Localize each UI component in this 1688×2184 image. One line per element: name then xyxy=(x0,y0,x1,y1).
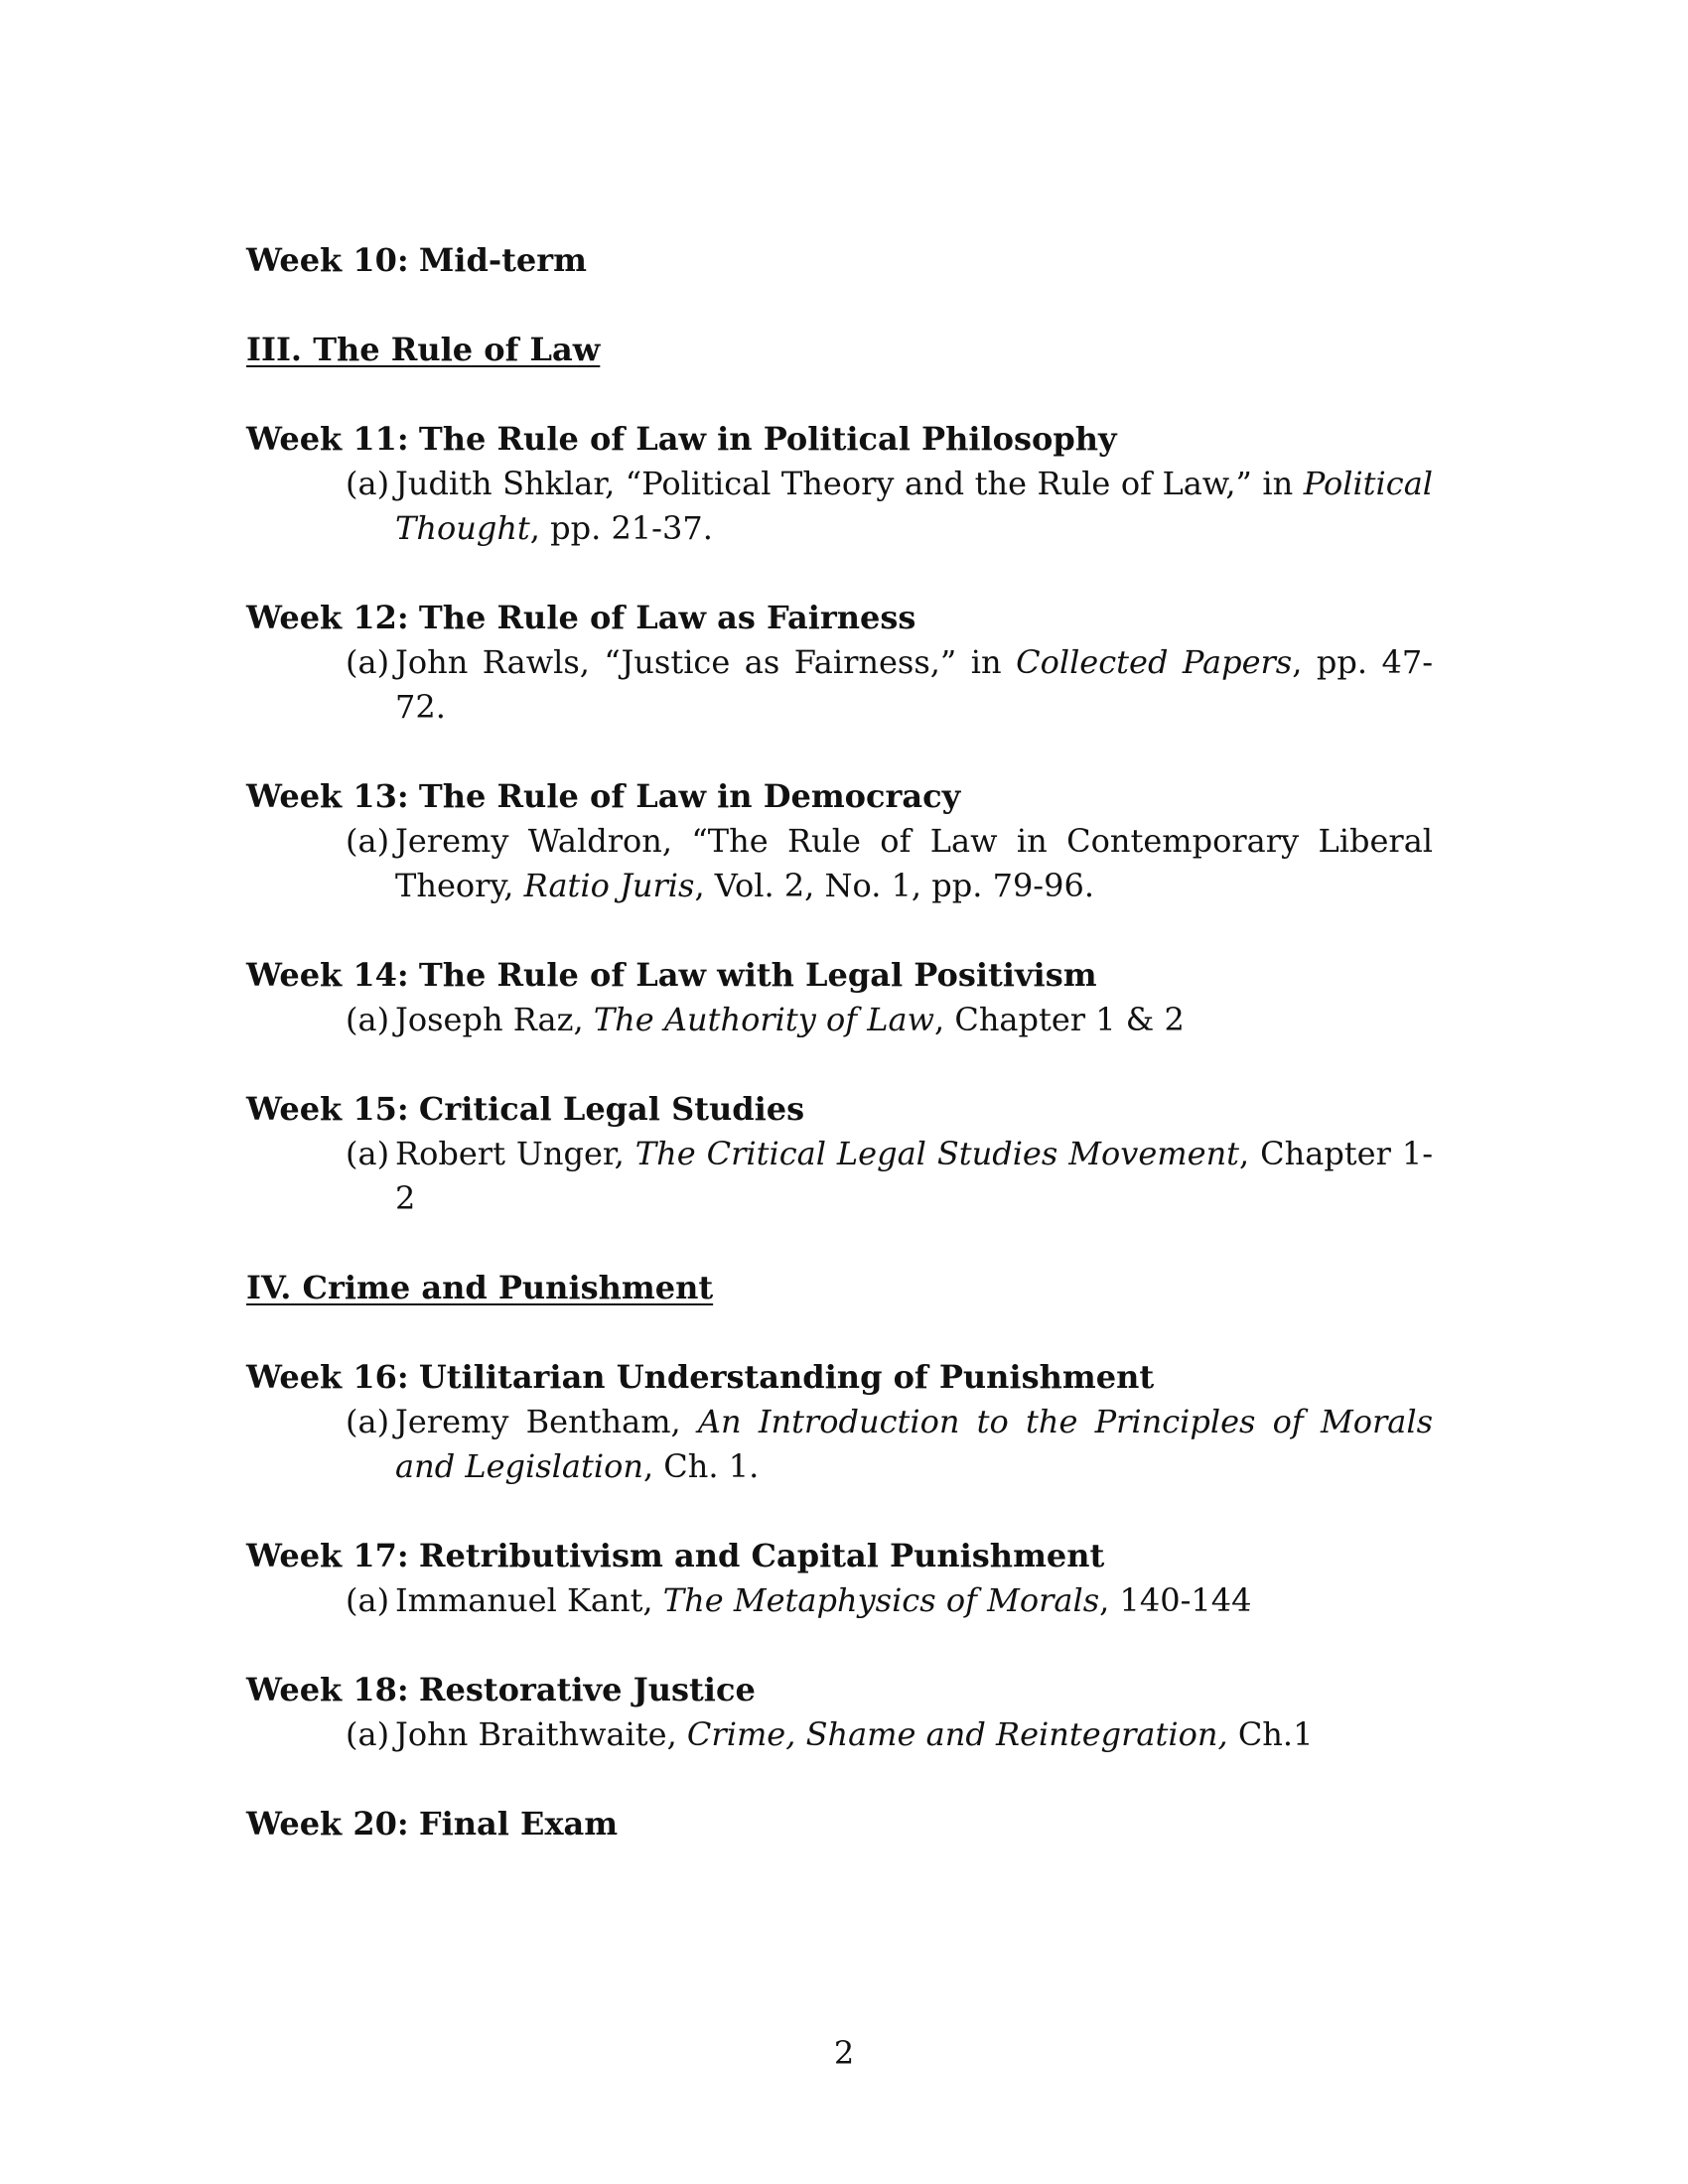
week-entry xyxy=(246,238,1433,283)
reading-marker: (a) xyxy=(346,643,390,681)
week-heading xyxy=(246,1802,1433,1846)
week-title: The Rule of Law in Political Philosophy xyxy=(418,420,1117,458)
week-heading xyxy=(246,596,1433,640)
week-heading xyxy=(246,417,1433,462)
spacer xyxy=(246,1310,1433,1355)
reading-item xyxy=(246,1578,1433,1623)
citation-text: Jeremy Bentham, xyxy=(395,1403,698,1440)
week-entry xyxy=(246,953,1433,1042)
week-heading xyxy=(246,1355,1433,1400)
citation-text: John Braithwaite, xyxy=(395,1715,687,1753)
reading-marker: (a) xyxy=(346,1403,390,1440)
week-label: Week 13: xyxy=(246,777,409,815)
citation-text: , Chapter 1-2 xyxy=(395,1135,1434,1217)
syllabus-content xyxy=(246,238,1433,1846)
spacer xyxy=(246,1489,1433,1534)
week-entry xyxy=(246,417,1433,551)
page-number: 2 xyxy=(833,2034,855,2072)
week-title: Mid-term xyxy=(418,241,587,279)
week-title: Final Exam xyxy=(418,1805,619,1843)
week-label: Week 20: xyxy=(246,1805,409,1843)
reading-item xyxy=(246,462,1433,551)
week-label: Week 14: xyxy=(246,956,409,994)
week-title: The Rule of Law as Fairness xyxy=(418,599,916,636)
reading-marker: (a) xyxy=(346,1715,390,1753)
reading-citation xyxy=(395,1578,1433,1623)
citation-text: , Ch. 1. xyxy=(642,1447,760,1485)
reading-marker: (a) xyxy=(346,465,390,502)
week-entry xyxy=(246,1668,1433,1757)
spacer xyxy=(246,730,1433,774)
citation-text: Robert Unger, xyxy=(395,1135,635,1172)
reading-marker: (a) xyxy=(346,1001,390,1038)
reading-item xyxy=(246,1132,1433,1221)
spacer xyxy=(246,1221,1433,1266)
reading-marker: (a) xyxy=(346,1581,390,1619)
reading-citation xyxy=(395,1132,1433,1221)
reading-marker: (a) xyxy=(346,1135,390,1172)
week-entry xyxy=(246,1355,1433,1489)
citation-text: , 140-144 xyxy=(1099,1581,1252,1619)
citation-title: The Authority of Law xyxy=(593,1001,934,1038)
reading-citation xyxy=(395,998,1433,1042)
reading-marker: (a) xyxy=(346,822,390,860)
reading-citation xyxy=(395,819,1433,908)
week-entry xyxy=(246,1802,1433,1846)
week-label: Week 17: xyxy=(246,1537,409,1574)
reading-item xyxy=(246,1712,1433,1757)
reading-item xyxy=(246,819,1433,908)
reading-citation xyxy=(395,640,1433,730)
citation-text: Ch.1 xyxy=(1227,1715,1314,1753)
week-title: Critical Legal Studies xyxy=(418,1090,805,1128)
reading-item xyxy=(246,1400,1433,1489)
week-entry xyxy=(246,1534,1433,1623)
citation-text: , pp. 47-72. xyxy=(395,643,1434,726)
citation-text: Jeremy Waldron, “The Rule of Law in Contemporary Liberal Theory, xyxy=(395,822,1433,904)
week-title: The Rule of Law in Democracy xyxy=(418,777,961,815)
citation-title: Crime, Shame and Reintegration, xyxy=(686,1715,1228,1753)
citation-title: Collected Papers xyxy=(1016,643,1293,681)
week-title: Restorative Justice xyxy=(418,1671,756,1708)
week-heading xyxy=(246,1668,1433,1712)
citation-text: Immanuel Kant, xyxy=(395,1581,663,1619)
reading-citation xyxy=(395,1712,1433,1757)
spacer xyxy=(246,372,1433,417)
citation-title: Ratio Juris xyxy=(523,867,695,904)
citation-text: Judith Shklar, “Political Theory and the Rule of Law,” in xyxy=(395,465,1304,502)
citation-title: Political Thought xyxy=(395,465,1433,547)
week-label: Week 18: xyxy=(246,1671,409,1708)
citation-text: Joseph Raz, xyxy=(395,1001,594,1038)
citation-title: The Critical Legal Studies Movement xyxy=(634,1135,1240,1172)
spacer xyxy=(246,1623,1433,1668)
citation-text: John Rawls, “Justice as Fairness,” in xyxy=(395,643,1017,681)
week-label: Week 11: xyxy=(246,420,409,458)
week-title: Retributivism and Capital Punishment xyxy=(418,1537,1105,1574)
week-entry xyxy=(246,774,1433,908)
section-heading: III. The Rule of Law xyxy=(246,331,601,368)
citation-title: The Metaphysics of Morals xyxy=(662,1581,1100,1619)
citation-text: , pp. 21-37. xyxy=(529,509,713,547)
week-title: Utilitarian Understanding of Punishment xyxy=(418,1358,1155,1396)
week-label: Week 10: xyxy=(246,241,409,279)
citation-text: , Vol. 2, No. 1, pp. 79-96. xyxy=(694,867,1094,904)
week-entry xyxy=(246,1087,1433,1221)
week-heading xyxy=(246,1087,1433,1132)
spacer xyxy=(246,1757,1433,1802)
section-heading: IV. Crime and Punishment xyxy=(246,1269,714,1306)
spacer xyxy=(246,551,1433,596)
week-label: Week 12: xyxy=(246,599,409,636)
week-entry xyxy=(246,596,1433,730)
spacer xyxy=(246,908,1433,953)
week-heading xyxy=(246,238,1433,283)
citation-text: , Chapter 1 & 2 xyxy=(933,1001,1185,1038)
week-label: Week 15: xyxy=(246,1090,409,1128)
week-title: The Rule of Law with Legal Positivism xyxy=(418,956,1097,994)
reading-citation xyxy=(395,1400,1433,1489)
week-heading xyxy=(246,953,1433,998)
spacer xyxy=(246,1042,1433,1087)
week-heading xyxy=(246,1534,1433,1578)
week-label: Week 16: xyxy=(246,1358,409,1396)
reading-item xyxy=(246,640,1433,730)
reading-citation xyxy=(395,462,1433,551)
spacer xyxy=(246,283,1433,328)
week-heading xyxy=(246,774,1433,819)
citation-title: An Introduction to the Principles of Morals and Legislation xyxy=(395,1403,1434,1485)
reading-item xyxy=(246,998,1433,1042)
